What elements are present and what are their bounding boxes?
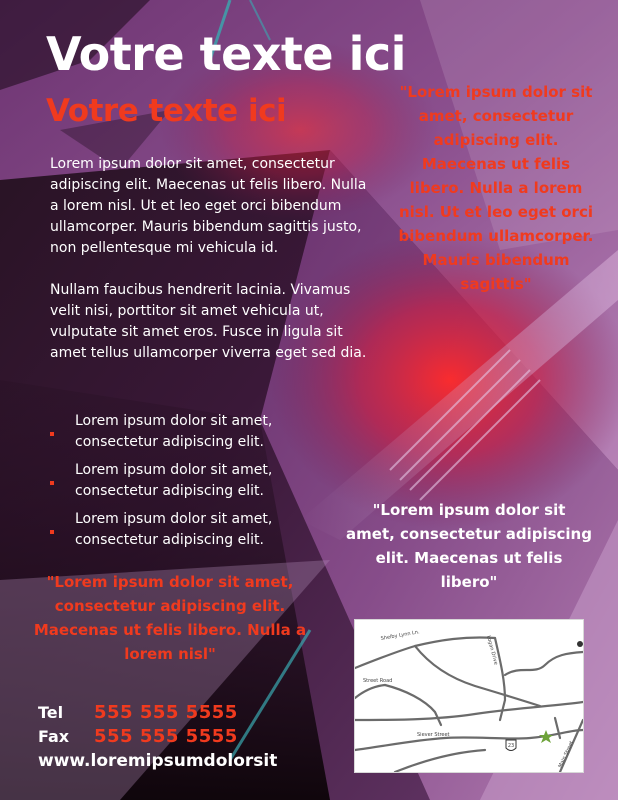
map-label-shelby: Shelby Lynn Ln. — [380, 629, 421, 642]
bullet-list — [48, 411, 348, 558]
map-label-logan: Logan Drive — [485, 634, 499, 666]
website-row — [38, 748, 338, 772]
tel-number: 555 555 5555 — [94, 701, 238, 723]
tel-row — [38, 700, 338, 724]
route-shield-icon — [506, 740, 516, 751]
route-number: 23 — [507, 743, 515, 749]
road-street-road-left — [355, 685, 385, 698]
street-map — [354, 619, 584, 773]
list-item-text: Lorem ipsum dolor sit amet, consectetur adipiscing elit. — [75, 413, 273, 450]
road-bottom — [395, 750, 485, 772]
road-logan — [495, 638, 505, 720]
map-label-street-road: Street Road — [363, 678, 393, 684]
list-item-text: Lorem ipsum dolor sit amet, consectetur adipiscing elit. — [75, 462, 273, 499]
fax-label: Fax — [38, 726, 70, 746]
website-link[interactable]: www.loremipsumdolorsit — [38, 751, 278, 771]
quote-middle-right: "Lorem ipsum dolor sit amet, consectetur adipiscing elit. Maecenas ut felis libero" — [346, 501, 592, 591]
quote-bottom-left: "Lorem ipsum dolor sit amet, consectetur adipiscing elit. Maecenas ut felis libero. Nulla a lorem nisl" — [33, 573, 307, 663]
road-main-horizontal — [355, 702, 583, 720]
map-label-main: Main Street — [557, 740, 575, 769]
contact-block — [38, 700, 338, 772]
quote-top-right: "Lorem ipsum dolor sit amet, consectetur adipiscing elit. Maecenas ut felis libero. Nulla a lorem nisl. Ut et leo eget orci bibendum ullamcorper. Mauris bibendum sagittis" — [398, 83, 594, 293]
list-item-text: Lorem ipsum dolor sit amet, consectetur adipiscing elit. — [75, 511, 273, 548]
body-paragraph-2: Nullam faucibus hendrerit lacinia. Vivamus velit nisi, porttitor sit amet vehicula ut, vulputate sit amet eros. Fusce in ligula sit amet tellus ullamcorper viverra eget sed dia. — [50, 282, 367, 361]
road-shelby — [355, 637, 495, 668]
tel-label: Tel — [38, 702, 64, 722]
main-title: Votre texte ici — [46, 27, 406, 81]
road-upper-right — [505, 652, 583, 675]
bullet-icon — [50, 481, 54, 485]
body-text — [50, 154, 375, 364]
subtitle: Votre texte ici — [46, 93, 287, 129]
fax-number: 555 555 5555 — [94, 725, 238, 747]
map-drawing — [355, 620, 583, 772]
list-item — [48, 411, 348, 453]
bullet-icon — [50, 432, 54, 436]
location-pin-icon — [577, 641, 583, 647]
list-item — [48, 509, 348, 551]
body-paragraph-1: Lorem ipsum dolor sit amet, consectetur adipiscing elit. Maecenas ut felis libero. Nulla a lorem nisl. Ut et leo eget orci bibendum ullamcorper. Mauris bibendum sagittis justo, non pellentesque mi vehicula id. — [50, 156, 367, 256]
star-icon — [539, 730, 553, 743]
map-label-siever: Siever Street — [417, 732, 450, 738]
fax-row — [38, 724, 338, 748]
bullet-icon — [50, 530, 54, 534]
list-item — [48, 460, 348, 502]
road-diagonal — [415, 646, 540, 706]
